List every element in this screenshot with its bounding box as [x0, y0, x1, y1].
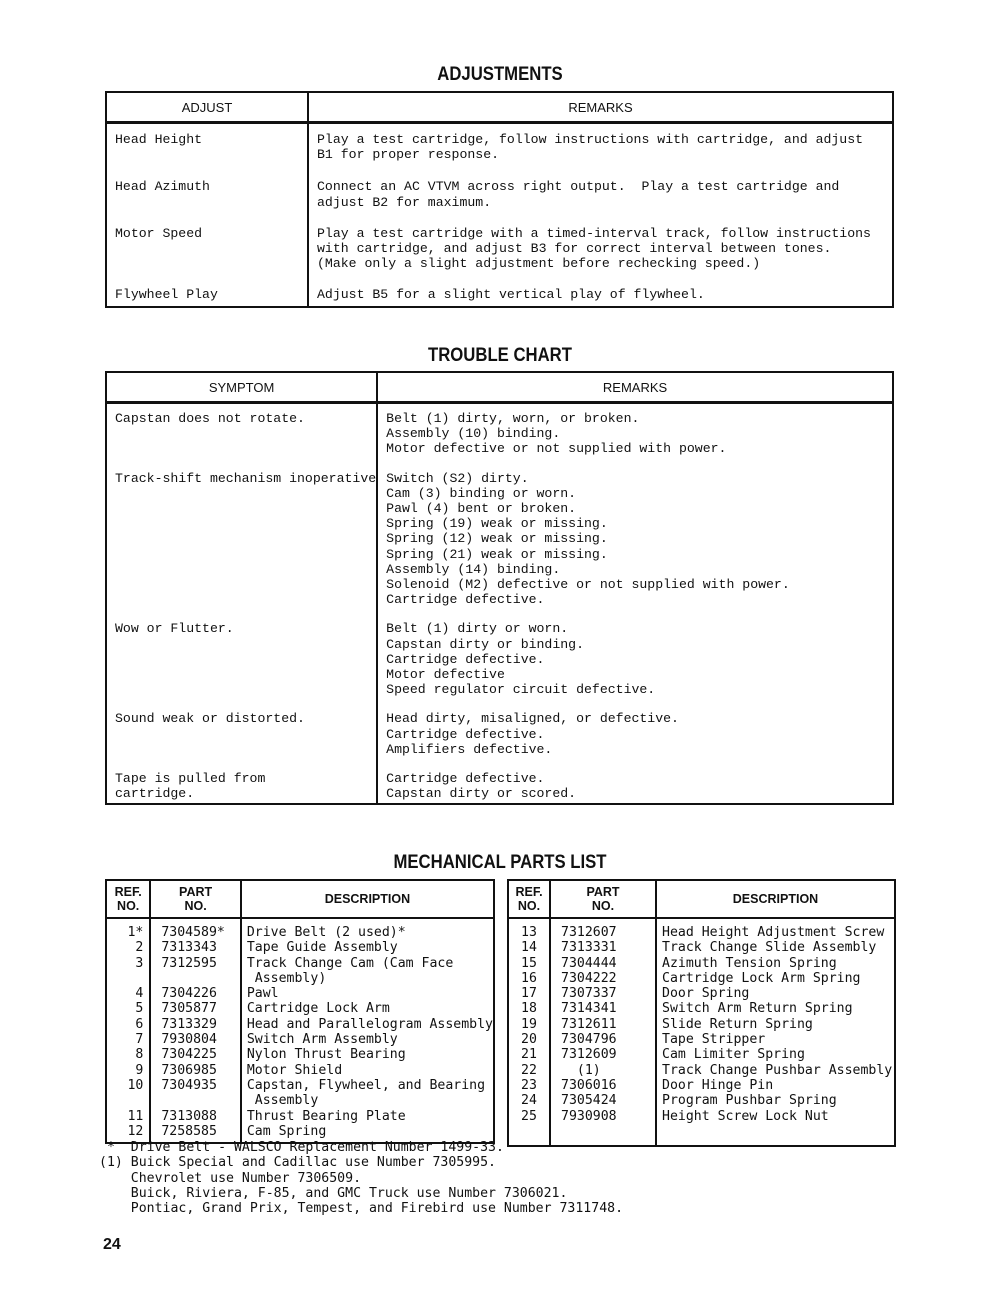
adjust-item: Flywheel Play [106, 279, 308, 306]
parts-row [106, 918, 494, 940]
parts-row [508, 1093, 895, 1108]
parts-row [106, 1032, 494, 1047]
part-no: 7930804 [150, 1032, 241, 1047]
ref-no: 12 [106, 1124, 150, 1143]
part-no: 7930908 [550, 1109, 656, 1127]
parts-row [106, 1047, 494, 1062]
part-description: Track Change Slide Assembly [662, 940, 877, 956]
parts-row [508, 1032, 895, 1047]
part-no: 7313329 [150, 1017, 241, 1032]
parts-row [508, 956, 895, 971]
trouble-chart-table [105, 371, 894, 805]
part-no: 7304222 [550, 971, 656, 986]
ref-no: 18 [508, 1001, 550, 1016]
part-no: 7313331 [550, 940, 656, 955]
ref-no-header: REF. NO. [106, 880, 150, 918]
parts-row [106, 986, 494, 1001]
ref-no: 22 [508, 1063, 550, 1078]
ref-no: 9 [106, 1063, 150, 1078]
parts-row [508, 1078, 895, 1093]
part-no: 7312607 [550, 918, 656, 940]
parts-list-title: MECHANICAL PARTS LIST [393, 852, 607, 873]
part-description: Drive Belt (2 used)* [246, 925, 406, 940]
part-no: 7305424 [550, 1093, 656, 1108]
parts-footnotes [99, 1140, 623, 1216]
part-description: Track Change Pushbar Assembly [662, 1062, 893, 1078]
part-no: (1) [550, 1063, 656, 1078]
part-no: 7304225 [150, 1047, 241, 1062]
ref-no: 2 [106, 940, 150, 955]
description-header: DESCRIPTION [241, 880, 494, 918]
adjust-item: Motor Speed [106, 218, 308, 280]
ref-no: 3 [106, 956, 150, 987]
trouble-row [106, 463, 893, 614]
ref-no: 8 [106, 1047, 150, 1062]
footnote-line: Buick, Riviera, F-85, and GMC Truck use Number 7306021. [99, 1185, 568, 1201]
ref-no: 17 [508, 986, 550, 1001]
part-no: 7305877 [150, 1001, 241, 1016]
footnote-line: (1) Buick Special and Cadillac use Number 7305995. [99, 1155, 496, 1171]
trouble-remarks: Cartridge defective. Capstan dirty or scored. [386, 771, 577, 802]
parts-row [106, 956, 494, 987]
ref-no: 20 [508, 1032, 550, 1047]
parts-row [106, 940, 494, 955]
adjustment-row [106, 170, 893, 217]
ref-no-header: REF. NO. [508, 880, 550, 918]
parts-row [106, 1017, 494, 1032]
part-description: Program Pushbar Spring [662, 1093, 837, 1109]
part-no: 7306985 [150, 1063, 241, 1078]
ref-no: 14 [508, 940, 550, 955]
adjust-remarks: Play a test cartridge, follow instructions with cartridge, and adjust B1 for proper response. [317, 132, 864, 163]
part-no-header: PART NO. [150, 880, 241, 918]
ref-no: 4 [106, 986, 150, 1001]
part-no: 7313343 [150, 940, 241, 955]
ref-no: 1* [106, 918, 150, 940]
part-no: 7304226 [150, 986, 241, 1001]
parts-row [508, 1063, 895, 1078]
ref-no: 16 [508, 971, 550, 986]
ref-no: 5 [106, 1001, 150, 1016]
symptom: Sound weak or distorted. [106, 703, 377, 763]
symptom: Capstan does not rotate. [106, 403, 377, 463]
part-no: 7304796 [550, 1032, 656, 1047]
ref-no: 6 [106, 1017, 150, 1032]
adjust-remarks: Play a test cartridge with a timed-interval track, follow instructions with cartridge, and adjust B3 for correct interval between tones. (Make only a slight adjustment before rechecking speed.) [317, 225, 871, 272]
part-description: Motor Shield [246, 1062, 343, 1078]
adjustments-title: ADJUSTMENTS [437, 64, 563, 85]
part-description: Tape Guide Assembly [246, 940, 398, 956]
parts-row [106, 1109, 494, 1124]
part-no: 7304589* [150, 918, 241, 940]
part-description: Cartridge Lock Arm [246, 1001, 390, 1017]
part-description: Door Spring [662, 986, 750, 1002]
trouble-row [106, 763, 893, 804]
page-number: 24 [103, 1236, 121, 1253]
part-description: Cam Limiter Spring [662, 1047, 805, 1063]
part-no: 7312611 [550, 1017, 656, 1032]
part-no: 7312609 [550, 1047, 656, 1062]
adjust-header: ADJUST [106, 92, 308, 123]
trouble-remarks: Belt (1) dirty, worn, or broken. Assembly (10) binding. Motor defective or not supplied with power. [386, 411, 727, 457]
ref-no: 10 [106, 1078, 150, 1109]
part-description: Switch Arm Assembly [246, 1032, 398, 1048]
part-description: Cartridge Lock Arm Spring [662, 970, 861, 986]
footnote-line: Pontiac, Grand Prix, Tempest, and Firebird use Number 7311748. [99, 1201, 624, 1217]
parts-row [508, 1047, 895, 1062]
ref-no: 24 [508, 1093, 550, 1108]
parts-table-left [105, 879, 495, 1144]
part-no: 7307337 [550, 986, 656, 1001]
part-description: Door Hinge Pin [662, 1077, 774, 1093]
part-description: Slide Return Spring [662, 1016, 813, 1032]
ref-no: 15 [508, 956, 550, 971]
part-no-header: PART NO. [550, 880, 656, 918]
trouble-row [106, 703, 893, 763]
footnote-line: Chevrolet use Number 7306509. [99, 1170, 362, 1186]
adjustment-row [106, 218, 893, 280]
adjustments-table [105, 91, 894, 308]
parts-row [106, 1063, 494, 1078]
part-no: 7258585 [150, 1124, 241, 1143]
adjustment-row [106, 123, 893, 171]
part-no: 7314341 [550, 1001, 656, 1016]
part-no: 7312595 [150, 956, 241, 987]
parts-row [508, 971, 895, 986]
trouble-remarks: Switch (S2) dirty. Cam (3) binding or worn. Pawl (4) bent or broken. Spring (19) weak or missing. Spring (12) weak or missing. Spring (21) weak or missing. Assembly (14) binding. Solenoid (M2) defective or not supplied with power. Cartridge defective. [386, 470, 790, 608]
part-description: Pawl [246, 986, 279, 1002]
part-no: 7313088 [150, 1109, 241, 1124]
parts-row [508, 986, 895, 1001]
trouble-chart-title: TROUBLE CHART [428, 345, 572, 366]
part-description: Nylon Thrust Bearing [246, 1047, 406, 1063]
trouble-row [106, 613, 893, 703]
adjust-item: Head Azimuth [106, 170, 308, 217]
parts-row [508, 918, 895, 940]
symptom: Tape is pulled from cartridge. [106, 763, 377, 804]
part-description: Track Change Cam (Cam Face Assembly) [246, 955, 454, 986]
ref-no: 13 [508, 918, 550, 940]
ref-no: 11 [106, 1109, 150, 1124]
part-description: Height Screw Lock Nut [662, 1108, 829, 1124]
part-no: 7306016 [550, 1078, 656, 1093]
part-description: Azimuth Tension Spring [662, 955, 837, 971]
parts-table-right [507, 879, 896, 1147]
adjustment-row [106, 279, 893, 306]
remarks-header: REMARKS [308, 92, 893, 123]
part-description: Switch Arm Return Spring [662, 1001, 853, 1017]
adjust-remarks: Connect an AC VTVM across right output. Play a test cartridge and adjust B2 for maximum. [317, 179, 840, 210]
part-description: Tape Stripper [662, 1032, 766, 1048]
ref-no: 7 [106, 1032, 150, 1047]
part-description: Head Height Adjustment Screw [662, 925, 885, 940]
part-description: Head and Parallelogram Assembly [246, 1016, 493, 1032]
parts-row [106, 1078, 494, 1109]
parts-row [508, 940, 895, 955]
empty-cell [656, 1127, 895, 1146]
part-description: Cam Spring [246, 1123, 327, 1139]
ref-no: 23 [508, 1078, 550, 1093]
description-header: DESCRIPTION [656, 880, 895, 918]
part-description: Capstan, Flywheel, and Bearing Assembly [246, 1077, 486, 1109]
trouble-remarks: Belt (1) dirty or worn. Capstan dirty or binding. Cartridge defective. Motor defective Speed regulator circuit defective. [386, 621, 656, 698]
trouble-row [106, 403, 893, 463]
adjust-remarks: Adjust B5 for a slight vertical play of flywheel. [317, 287, 705, 303]
adjust-item: Head Height [106, 123, 308, 171]
parts-row [106, 1001, 494, 1016]
parts-row [508, 1017, 895, 1032]
parts-row [508, 1001, 895, 1016]
trouble-remarks: Head dirty, misaligned, or defective. Cartridge defective. Amplifiers defective. [386, 711, 679, 757]
ref-no: 19 [508, 1017, 550, 1032]
part-no: 7304935 [150, 1078, 241, 1109]
part-no: 7304444 [550, 956, 656, 971]
trouble-remarks-header: REMARKS [377, 372, 893, 403]
symptom: Wow or Flutter. [106, 613, 377, 703]
ref-no: 25 [508, 1109, 550, 1127]
footnote-line: * Drive Belt - WALSCO Replacement Number 1499-33. [99, 1140, 504, 1155]
symptom-header: SYMPTOM [106, 372, 377, 403]
part-description: Thrust Bearing Plate [246, 1108, 406, 1124]
symptom: Track-shift mechanism inoperative [106, 463, 377, 614]
parts-row [508, 1109, 895, 1127]
ref-no: 21 [508, 1047, 550, 1062]
